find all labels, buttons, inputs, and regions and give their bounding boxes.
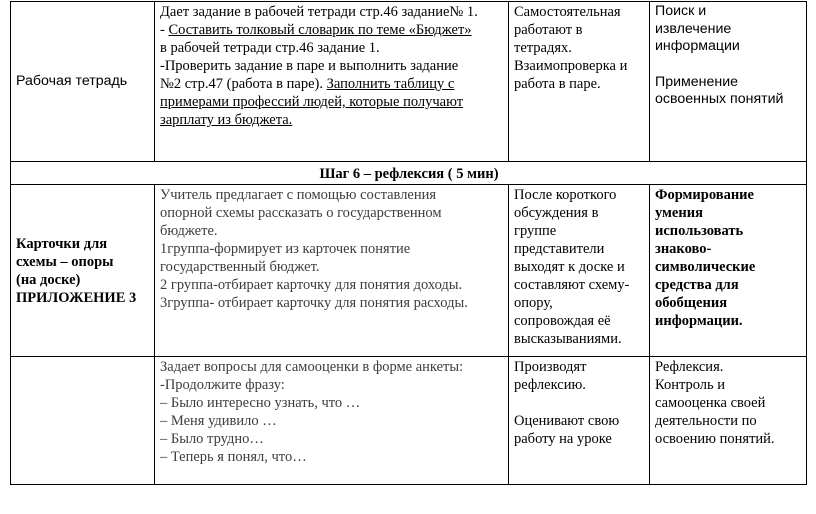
task-plain: №2 стр.47 (работа в паре).: [160, 76, 327, 92]
cell-line: самооценка своей: [655, 395, 766, 411]
cell-line: работу на уроке: [514, 431, 612, 447]
cell-line: Рефлексия.: [655, 359, 724, 375]
task-underlined: Составить толковый словарик по теме «Бюджет»: [168, 22, 472, 38]
cell-line: знаково-: [655, 241, 712, 257]
cell-line: извлечение: [655, 20, 732, 37]
skills-cell: [650, 185, 807, 357]
cell-line: 3группа- отбирает карточку для понятия расходы.: [160, 295, 468, 311]
cell-line: После короткого: [514, 187, 617, 203]
cell-line: Самостоятельная: [514, 4, 621, 20]
cell-line: использовать: [655, 223, 744, 239]
cell-line: символические: [655, 259, 756, 275]
teacher-activity-cell: [155, 2, 509, 162]
table-row: [11, 357, 807, 485]
cell-line: выходят к доске и: [514, 259, 625, 275]
task-line: примерами профессий людей, которые получают: [160, 94, 464, 110]
cell-line: государственный бюджет.: [160, 259, 320, 275]
cell-line: ПРИЛОЖЕНИЕ 3: [16, 290, 137, 306]
cell-line: составляют схему-: [514, 277, 630, 293]
task-line: -Проверить задание в паре и выполнить задание: [160, 58, 459, 74]
cell-line: освоению понятий.: [655, 431, 775, 447]
cell-line: обсуждения в: [514, 205, 599, 221]
cell-line: -Продолжите фразу:: [160, 377, 285, 393]
cell-line: деятельности по: [655, 413, 757, 429]
cell-line: рефлексию.: [514, 377, 586, 393]
cell-line: – Было трудно…: [160, 431, 264, 447]
teacher-activity-cell: [155, 185, 509, 357]
cell-line: Применение: [655, 73, 739, 90]
cell-line: Производят: [514, 359, 587, 375]
resource-text: Рабочая тетрадь: [16, 73, 128, 90]
cell-line: опору,: [514, 295, 553, 311]
resource-cell: [11, 357, 155, 485]
task-line: [160, 21, 504, 39]
cell-line: – Было интересно узнать, что …: [160, 395, 361, 411]
cell-line: бюджете.: [160, 223, 218, 239]
cell-line: группе: [514, 223, 557, 239]
cell-line: опорной схемы рассказать о государственном: [160, 205, 442, 221]
cell-line: информации.: [655, 313, 743, 329]
cell-line: обобщения: [655, 295, 728, 311]
cell-line: сопровождая её: [514, 313, 611, 329]
cell-line: Формирование: [655, 187, 754, 203]
skills-cell: [650, 2, 807, 162]
task-line: Дает задание в рабочей тетради стр.46 задание№ 1.: [160, 4, 478, 20]
student-activity-cell: [509, 357, 650, 485]
cell-line: Контроль и: [655, 377, 726, 393]
cell-line: схемы – опоры: [16, 254, 114, 270]
table-row: [11, 185, 807, 357]
student-activity-cell: [509, 185, 650, 357]
cell-line: Карточки для: [16, 236, 108, 252]
cell-gap: [655, 56, 802, 74]
student-activity-cell: [509, 2, 650, 162]
cell-line: (на доске): [16, 272, 81, 288]
teacher-activity-cell: [155, 357, 509, 485]
resource-cell: [11, 185, 155, 357]
table-row: [11, 2, 807, 162]
cell-line: работа в паре.: [514, 76, 601, 92]
cell-line: тетрадях.: [514, 40, 572, 56]
cell-line: Поиск и: [655, 3, 707, 19]
table-row: [11, 162, 807, 185]
cell-line: информации: [655, 38, 740, 54]
step-header: Шаг 6 – рефлексия ( 5 мин): [11, 162, 807, 185]
cell-gap: [514, 394, 645, 412]
cell-line: Оценивают свою: [514, 413, 620, 429]
resource-cell: [11, 2, 155, 162]
task-line: зарплату из бюджета.: [160, 112, 293, 128]
cell-line: средства для: [655, 277, 739, 293]
cell-line: умения: [655, 205, 703, 221]
cell-line: Учитель предлагает с помощью составления: [160, 187, 437, 203]
cell-line: Взаимопроверка и: [514, 58, 628, 74]
task-prefix: -: [160, 22, 169, 38]
cell-line: – Теперь я понял, что…: [160, 449, 307, 465]
cell-line: 2 группа-отбирает карточку для понятия доходы.: [160, 277, 463, 293]
cell-line: 1группа-формирует из карточек понятие: [160, 241, 411, 257]
cell-line: освоенных понятий: [655, 91, 784, 107]
task-underlined: Заполнить таблицу с: [326, 76, 455, 92]
cell-line: работают в: [514, 22, 583, 38]
skills-cell: [650, 357, 807, 485]
cell-line: Задает вопросы для самооценки в форме анкеты:: [160, 359, 464, 375]
lesson-plan-table: [10, 1, 807, 485]
cell-line: представители: [514, 241, 605, 257]
task-line: [160, 75, 504, 93]
cell-line: – Меня удивило …: [160, 413, 277, 429]
task-line: в рабочей тетради стр.46 задание 1.: [160, 40, 380, 56]
cell-line: высказываниями.: [514, 331, 622, 347]
